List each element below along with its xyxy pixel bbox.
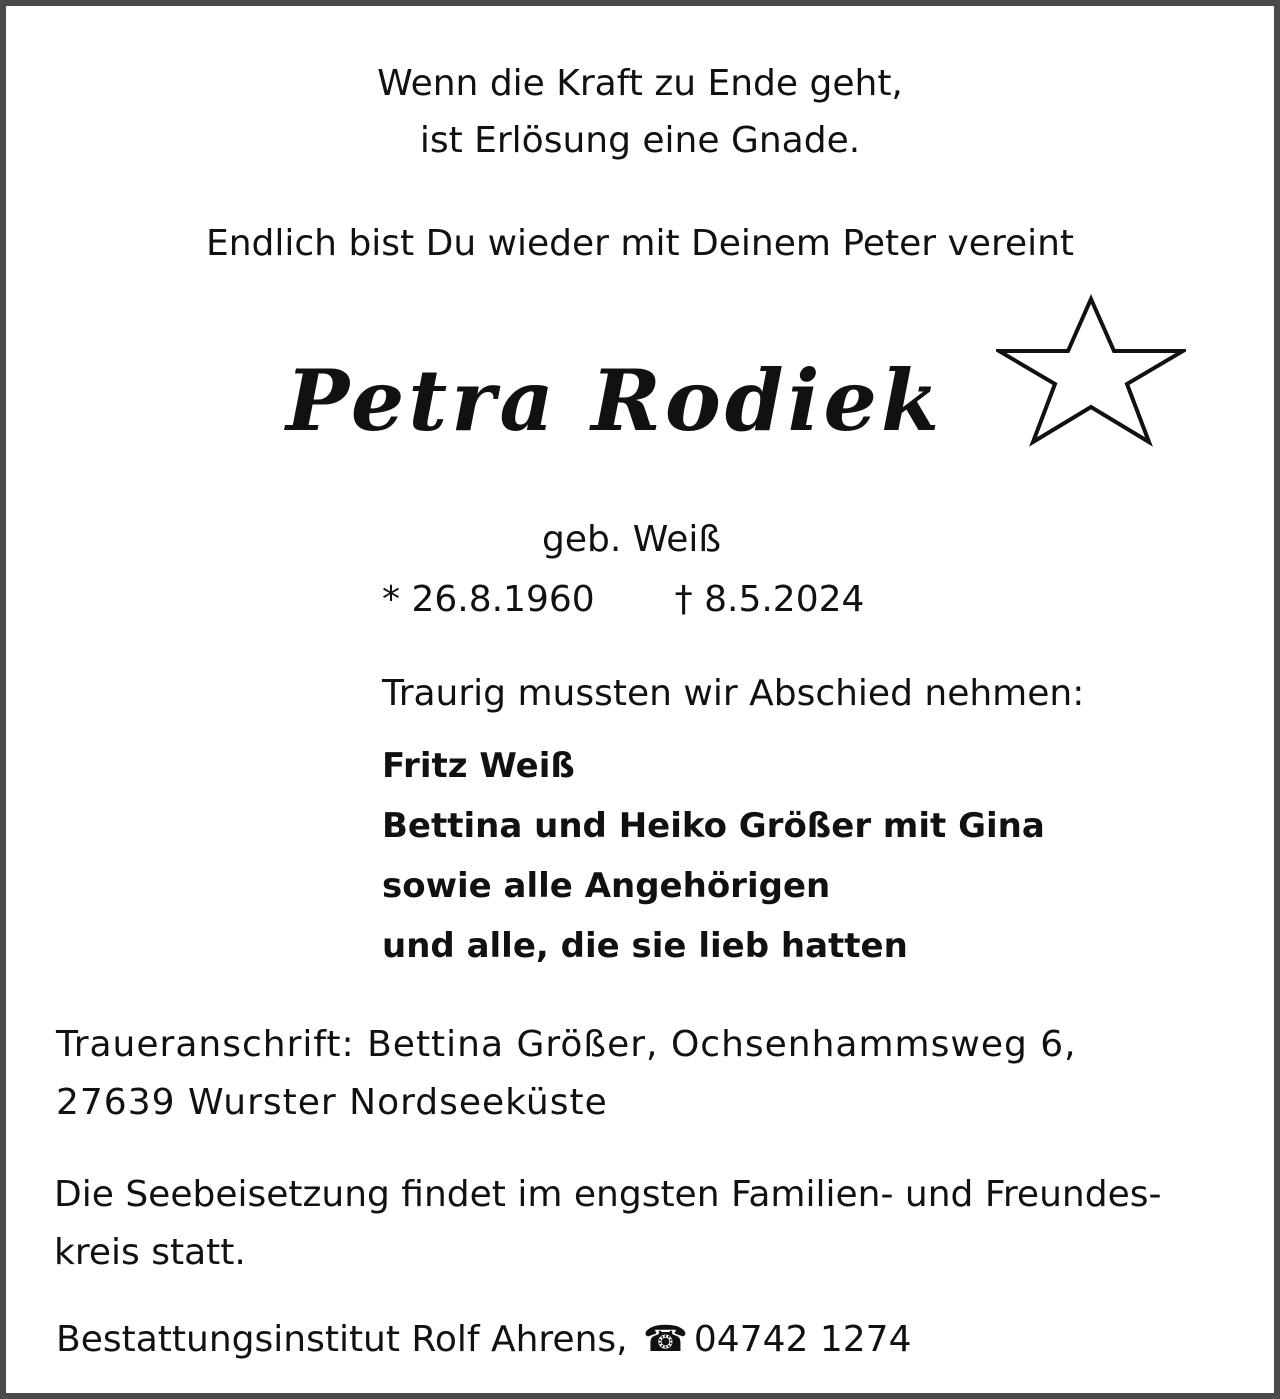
mourners-list [382, 736, 1045, 976]
mourning-address [56, 1016, 1077, 1132]
birth-date: * 26.8.1960 [382, 579, 595, 620]
mourner-line: sowie alle Angehörigen [382, 866, 831, 906]
poem-line-1: Wenn die Kraft zu Ende geht, [377, 63, 903, 104]
address-line-1: Traueranschrift: Bettina Größer, Ochsenhammsweg 6, [56, 1024, 1077, 1065]
undertaker-phone: 04742 1274 [693, 1319, 912, 1360]
maiden-name: geb. Weiß [542, 519, 722, 560]
mourning-intro: Traurig mussten wir Abschied nehmen: [382, 673, 1085, 714]
poem-line-3: Endlich bist Du wieder mit Deinem Peter vereint [205, 223, 1075, 264]
star-outline-icon [996, 294, 1186, 449]
phone-icon: ☎ [643, 1319, 688, 1360]
burial-line-1: Die Seebeisetzung findet im engsten Familien- und Freundes- [54, 1174, 1162, 1215]
poem-line-2: ist Erlösung eine Gnade. [419, 120, 861, 161]
mourner-line: Bettina und Heiko Größer mit Gina [382, 806, 1045, 846]
burial-notice [54, 1166, 1161, 1282]
life-dates [382, 576, 864, 624]
address-line-2: 27639 Wurster Nordseeküste [56, 1082, 608, 1123]
mourner-line: und alle, die sie lieb hatten [382, 926, 908, 966]
burial-line-2: kreis statt. [54, 1232, 246, 1273]
mourner-line: Fritz Weiß [382, 746, 575, 786]
death-date: † 8.5.2024 [674, 579, 865, 620]
undertaker-info [56, 1314, 911, 1366]
obituary-notice [6, 6, 1274, 1393]
undertaker-name: Bestattungsinstitut Rolf Ahrens, [56, 1319, 628, 1360]
deceased-name: Petra Rodiek [286, 351, 944, 450]
